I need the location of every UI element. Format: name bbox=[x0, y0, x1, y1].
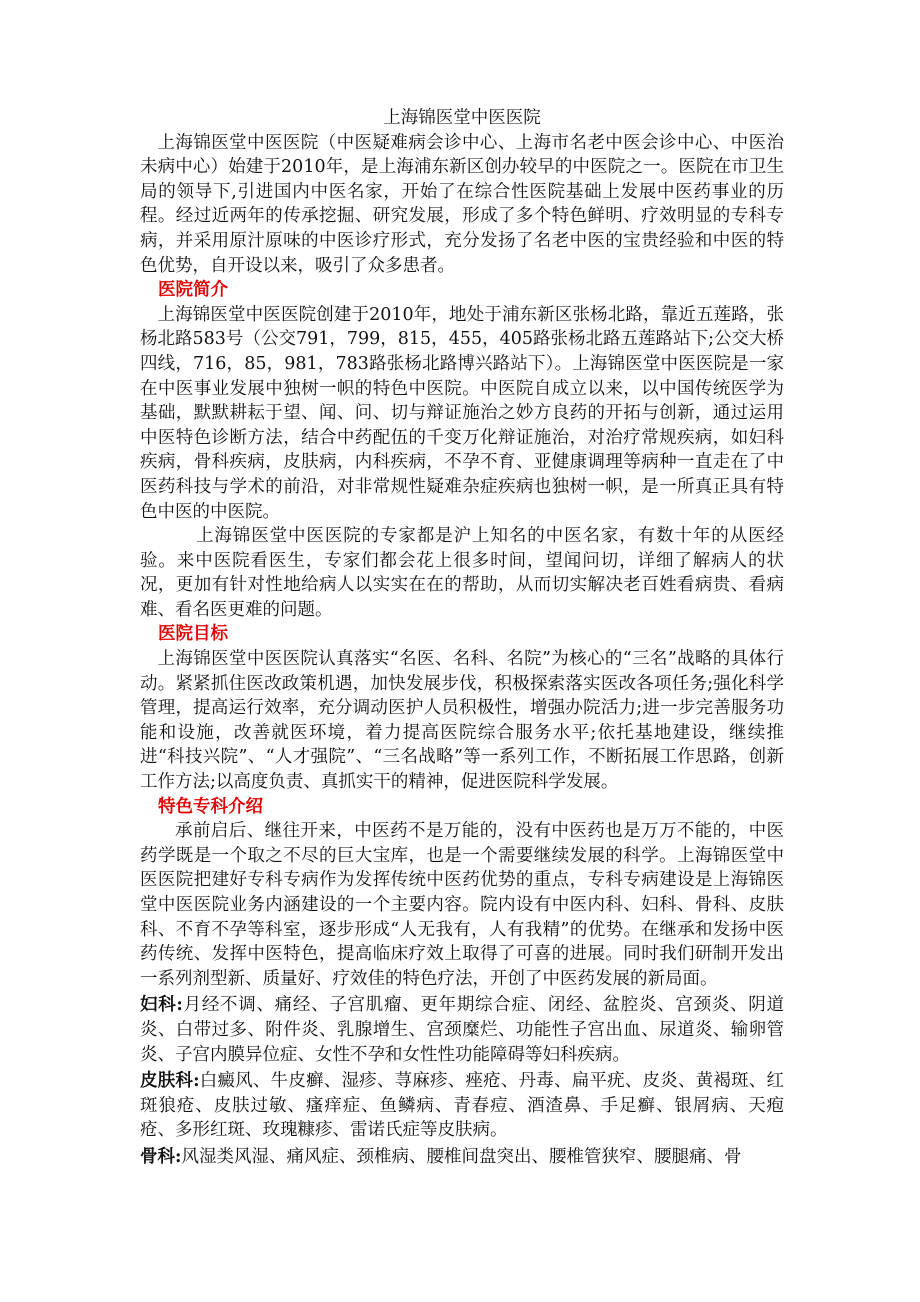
specialties-paragraph: 承前启后、继往开来，中医药不是万能的，没有中医药也是万万不能的，中医药学既是一个取之不尽的巨大宝库，也是一个需要继续发展的科学。上海锦医堂中医医院把建好专科专病作为发挥传统中医药优势的重点，专科专病建设是上海锦医堂中医医院业务内涵建设的一个主要内容。院内设有中医内科、妇科、骨科、皮肤科、不育不孕等科室，逐步形成“人无我有，人有我精”的优势。在继承和发扬中医药传统、发挥中医特色，提高临床疗效上取得了可喜的进展。同时我们研制开发出一系列剂型新、质量好、疗效佳的特色疗法，开创了中医药发展的新局面。 bbox=[140, 821, 784, 989]
overview-paragraph-2: 上海锦医堂中医医院的专家都是沪上知名的中医名家，有数十年的从医经验。来中医院看医生，专家们都会花上很多时间，望闻问切，详细了解病人的状况，更加有针对性地给病人以实实在在的帮助，从而切实解决老百姓看病贵、看病难、看名医更难的问题。 bbox=[140, 526, 784, 620]
category-label: 妇科: bbox=[140, 995, 183, 1016]
document-title: 上海锦医堂中医医院 bbox=[383, 108, 541, 128]
overview-paragraph-1: 上海锦医堂中医医院创建于2010年，地处于浦东新区张杨北路，靠近五莲路，张杨北路583号（公交791，799，815，455，405路张杨北路五莲路站下;公交大桥四线，716，85，981，783路张杨北路博兴路站下）。上海锦医堂中医医院是一家在中医事业发展中独树一帜的特色中医院。中医院自成立以来，以中国传统医学为基础，默默耕耘于望、闻、问、切与辩证施治之妙方良药的开拓与创新，通过运用中医特色诊断方法，结合中药配伍的千变万化辩证施治，对治疗常规疾病，如妇科疾病，骨科疾病，皮肤病，内科疾病，不孕不育、亚健康调理等病种一直走在了中医药科技与学术的前沿，对非常规性疑难杂症疾病也独树一帜，是一所真正具有特色中医的中医院。 bbox=[140, 304, 784, 522]
category-gynecology bbox=[140, 993, 784, 1067]
category-label: 骨科: bbox=[140, 1146, 182, 1167]
document-body bbox=[140, 106, 784, 1170]
intro-paragraph: 上海锦医堂中医医院（中医疑难病会诊中心、上海市名老中医会诊中心、中医治未病中心）始建于2010年，是上海浦东新区创办较早的中医院之一。医院在市卫生局的领导下,引进国内中医名家，开始了在综合性医院基础上发展中医药事业的历程。经过近两年的传承挖掘、研究发展，形成了多个特色鲜明、疗效明显的专科专病，并采用原汁原味的中医诊疗形式，充分发扬了名老中医的宝贵经验和中医的特色优势，自开设以来，吸引了众多患者。 bbox=[140, 132, 784, 276]
category-label: 皮肤科: bbox=[140, 1071, 200, 1092]
category-orthopedics bbox=[140, 1145, 784, 1170]
section-heading-specialties: 特色专科介绍 bbox=[158, 796, 263, 817]
category-text: 风湿类风湿、痛风症、颈椎病、腰椎间盘突出、腰椎管狭窄、腰腿痛、骨 bbox=[181, 1146, 742, 1167]
category-text: 白癜风、牛皮癣、湿疹、荨麻疹、痤疮、丹毒、扁平疣、皮炎、黄褐斑、红斑狼疮、皮肤过敏、瘙痒症、鱼鳞病、青春痘、酒渣鼻、手足癣、银屑病、天疱疮、多形红斑、玫瑰糠疹、雷诺氏症等皮肤病。 bbox=[140, 1071, 784, 1141]
section-heading-goals: 医院目标 bbox=[158, 624, 228, 645]
goals-paragraph: 上海锦医堂中医医院认真落实“名医、名科、名院”为核心的“三名”战略的具体行动。紧紧抓住医改政策机遇，加快发展步伐，积极探索落实医改各项任务;强化科学管理，提高运行效率，充分调动医护人员积极性，增强办院活力;进一步完善服务功能和设施，改善就医环境，着力提高医院综合服务水平;依托基地建设，继续推进“科技兴院”、“人才强院”、“三名战略”等一系列工作，不断拓展工作思路，创新工作方法;以高度负责、真抓实干的精神，促进医院科学发展。 bbox=[140, 649, 784, 793]
category-dermatology bbox=[140, 1069, 784, 1143]
section-heading-overview: 医院简介 bbox=[158, 280, 228, 301]
category-text: 月经不调、痛经、子宫肌瘤、更年期综合症、闭经、盆腔炎、宫颈炎、阴道炎、白带过多、附件炎、乳腺增生、宫颈糜烂、功能性子宫出血、尿道炎、输卵管炎、子宫内膜异位症、女性不孕和女性性功能障碍等妇科疾病。 bbox=[140, 995, 784, 1065]
